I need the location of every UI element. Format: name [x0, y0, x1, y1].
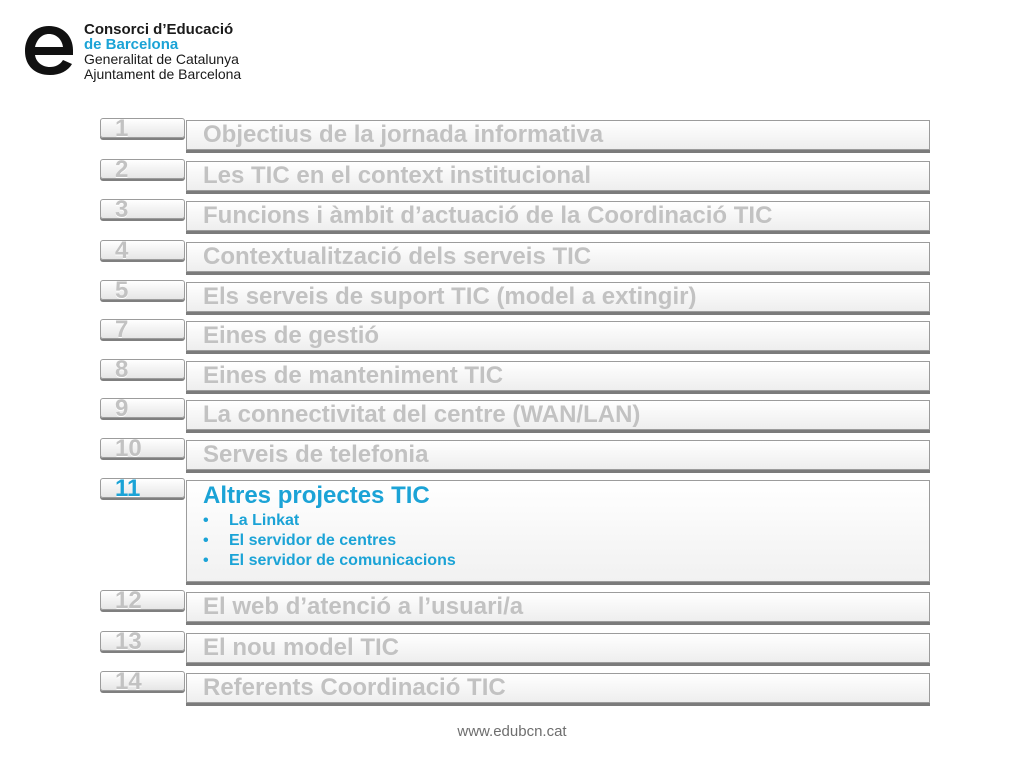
- agenda-item-title: Objectius de la jornada informativa: [186, 120, 930, 150]
- subitem-label: La Linkat: [229, 512, 300, 529]
- agenda-item-title: Serveis de telefonia: [186, 440, 930, 470]
- agenda-item-number: 10: [100, 438, 185, 458]
- agenda-item-title: Referents Coordinació TIC: [186, 673, 930, 703]
- agenda-item-number: 11: [100, 478, 185, 498]
- agenda-item-number: 1: [100, 118, 185, 138]
- logo-line-3: Generalitat de Catalunya: [84, 51, 239, 67]
- agenda-item-title: Eines de manteniment TIC: [186, 361, 930, 391]
- agenda-item-title: El nou model TIC: [186, 633, 930, 663]
- agenda-subitems: [203, 511, 929, 571]
- agenda-item-number: 5: [100, 280, 185, 300]
- agenda-item-title-block: [186, 480, 930, 582]
- agenda-item-title: El web d’atenció a l’usuari/a: [186, 592, 930, 622]
- bullet-icon: •: [203, 552, 209, 569]
- list-item: [203, 511, 929, 531]
- agenda-item-number: 14: [100, 671, 185, 691]
- logo-line-1: Consorci d’Educació: [84, 21, 234, 38]
- bullet-icon: •: [203, 532, 209, 549]
- agenda-item-title: La connectivitat del centre (WAN/LAN): [186, 400, 930, 430]
- logo-line-2: de Barcelona: [84, 36, 179, 53]
- agenda-item-number: 4: [100, 240, 185, 260]
- agenda-item-number: 3: [100, 199, 185, 219]
- agenda-item-title: Eines de gestió: [186, 321, 930, 351]
- agenda-item-title: Contextualització dels serveis TIC: [186, 242, 930, 272]
- agenda-item-number: 7: [100, 319, 185, 339]
- agenda-item-number: 9: [100, 398, 185, 418]
- agenda-item-title: Els serveis de suport TIC (model a extingir): [186, 282, 930, 312]
- agenda-item-number: 8: [100, 359, 185, 379]
- bullet-icon: •: [203, 512, 209, 529]
- agenda-item-title: Altres projectes TIC: [203, 482, 430, 509]
- agenda-item-number: 2: [100, 159, 185, 179]
- logo-line-4: Ajuntament de Barcelona: [84, 66, 242, 82]
- list-item: [203, 531, 929, 551]
- footer-url: www.edubcn.cat: [457, 723, 567, 740]
- agenda-item-title: Les TIC en el context institucional: [186, 161, 930, 191]
- subitem-label: El servidor de comunicacions: [229, 552, 456, 569]
- agenda-item-title: Funcions i àmbit d’actuació de la Coordinació TIC: [186, 201, 930, 231]
- agenda-item-number: 13: [100, 631, 185, 651]
- subitem-label: El servidor de centres: [229, 532, 397, 549]
- list-item: [203, 551, 929, 571]
- agenda-item-number: 12: [100, 590, 185, 610]
